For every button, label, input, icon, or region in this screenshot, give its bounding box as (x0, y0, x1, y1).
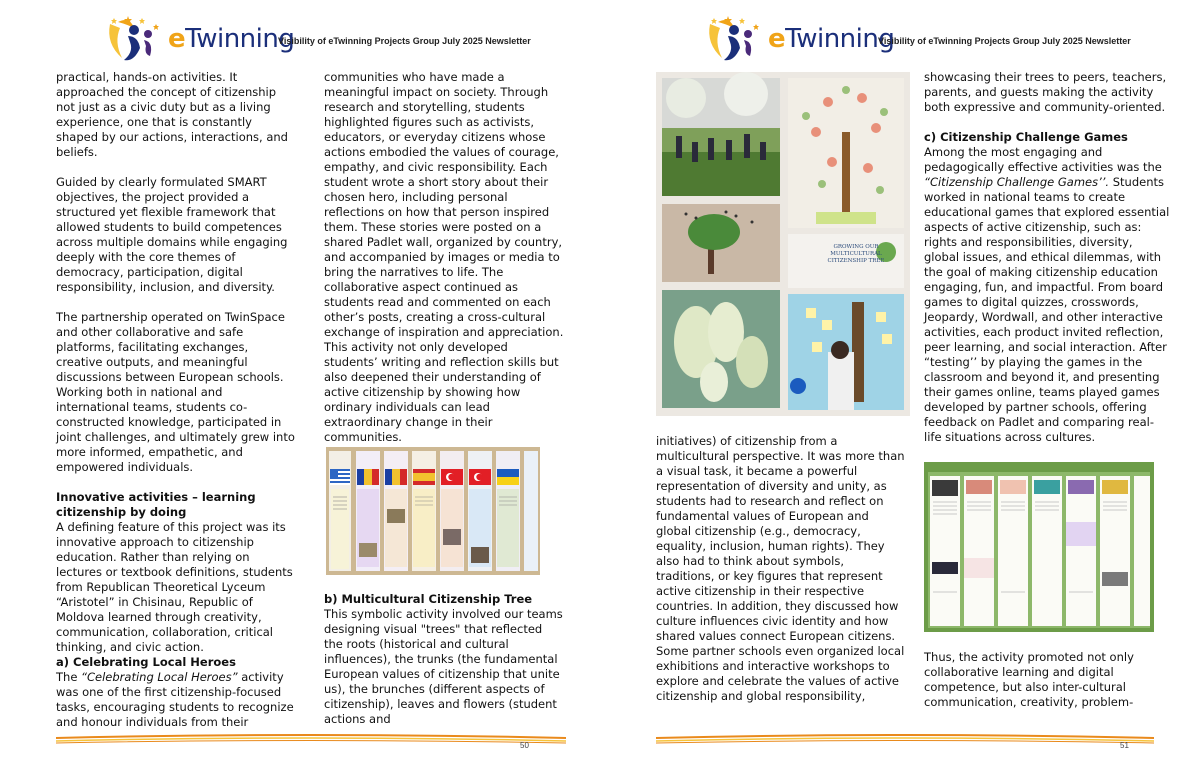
paragraph: A defining feature of this project was its innovative approach to citizenship education. Rather than relying on lectures or textbook definitions, students from Republican Theoretical Lyceum “Aristotel” in Chisinau, Republic of Moldova learned through creativity, communication, collaboration, critical thinking, and civic action. (56, 520, 293, 654)
page-header (704, 14, 1154, 66)
padlet-heroes-image (326, 447, 540, 575)
footer-decoration (656, 732, 1154, 746)
right-column-2 (924, 70, 1170, 445)
padlet-games-image (924, 462, 1154, 632)
subsection-heading: a) Celebrating Local Heroes (56, 655, 236, 669)
paragraph: Guided by clearly formulated SMART objectives, the project provided a structured yet flexible framework that allowed students to build competences across multiple domains while engaging deeply with the core themes of democracy, participation, digital responsibility, inclusion, and diversity. (56, 175, 288, 294)
paragraph: Among the most engaging and pedagogically effective activities was the “Citizenship Challenge Games’’. Students worked in national teams to create educational games that explored essential aspects of active citizenship, such as: rights and responsibilities, diversity, global issues, and ethical dilemmas, with the goal of making citizenship education engaging, fun, and impactful. From board games to digital quizzes, crosswords, Jeopardy, Wordwall, and other interactive activities, each product invited reflection, peer learning, and social interaction. After “testing’’ by playing the games in the classroom and beyond it, and presenting their games online, teams played games developed by partner schools, offering feedback on Padlet and comparing real-life situations across cultures. (924, 145, 1170, 444)
newsletter-title: Visibility of eTwinning Projects Group July 2025 Newsletter (278, 36, 531, 46)
right-column-1 (656, 434, 906, 704)
page-number: 51 (1120, 741, 1129, 750)
citizenship-tree-collage (656, 72, 910, 416)
etwinning-logo-icon (104, 14, 168, 66)
paragraph: showcasing their trees to peers, teachers, parents, and guests making the activity both expressive and community-oriented. (924, 70, 1167, 114)
padlet-games-illustration (924, 462, 1154, 632)
paragraph: communities who have made a meaningful impact on society. Through research and storytelling, students highlighted figures such as activists, educators, or everyday citizens whose actions embodied the values of courage, empathy, and civic responsibility. Each student wrote a short story about their chosen hero, including personal reflections on how that person inspired them. These stories were posted on a shared Padlet wall, organized by country, and accompanied by images or media to bring the narratives to life. The collaborative aspect continued as students read and commented on each other’s posts, creating a cross-cultural exchange of inspiration and appreciation. This activity not only developed students’ writing and reflection skills but also deepened their understanding of active citizenship by showing how ordinary individuals can lead extraordinary change in their communities. (324, 70, 564, 444)
paragraph: The partnership operated on TwinSpace and other collaborative and safe platforms, facilitating exchanges, creative outputs, and meaningful discussions between European schools. Working both in national and international teams, students co-constructed knowledge, participated in joint challenges, and ultimately grew into more informed, empathetic, and empowered individuals. (56, 310, 295, 474)
collage-caption: GROWING OUR MULTICULTURAL CITIZENSHIP TREE (827, 244, 885, 264)
footer-decoration (56, 732, 566, 746)
paragraph: The “Celebrating Local Heroes” activity was one of the first citizenship-focused tasks, encouraging students to recognize and honour individuals from their (56, 670, 294, 729)
left-column-2 (324, 70, 564, 445)
padlet-wall-illustration (326, 447, 540, 575)
newsletter-title: Visibility of eTwinning Projects Group July 2025 Newsletter (878, 36, 1131, 46)
right-page (600, 0, 1200, 776)
logo-wordmark: eTwinning (768, 24, 895, 54)
right-column-2-closing (924, 650, 1164, 710)
left-column-1 (56, 70, 296, 730)
subsection-heading: b) Multicultural Citizenship Tree (324, 592, 533, 606)
left-column-2-lower (324, 592, 564, 727)
section-heading: Innovative activities – learning citizenship by doing (56, 490, 256, 519)
paragraph: practical, hands-on activities. It approached the concept of citizenship not just as a civic duty but as a living experience, one that is constantly shaped by our actions, interactions, and beliefs. (56, 70, 288, 159)
paragraph: This symbolic activity involved our teams designing visual "trees" that reflected the roots (historical and cultural influences), the trunks (the fundamental European values of citizenship that unite us), the brunches (different aspects of citizenship), leaves and flowers (student actions and (324, 607, 563, 726)
paragraph: initiatives) of citizenship from a multicultural perspective. It was more than a visual task, it became a powerful representation of diversity and unity, as students had to research and reflect on fundamental values of European and global citizenship (e.g., democracy, equality, inclusion, human rights). They also had to think about symbols, traditions, or key figures that represent active citizenship in their respective countries. In addition, they discussed how culture influences civic identity and how shared values connect European citizens. Some partner schools even organized local exhibitions and interactive workshops to explore and celebrate the values of active citizenship and global responsibility, (656, 434, 905, 703)
paragraph: Thus, the activity promoted not only collaborative learning and digital competence, but also inter-cultural communication, creativity, problem- (924, 650, 1134, 709)
page-header (104, 14, 554, 66)
subsection-heading: c) Citizenship Challenge Games (924, 130, 1128, 144)
logo-wordmark: eTwinning (168, 24, 295, 54)
etwinning-logo-icon (704, 14, 768, 66)
page-number: 50 (520, 741, 529, 750)
